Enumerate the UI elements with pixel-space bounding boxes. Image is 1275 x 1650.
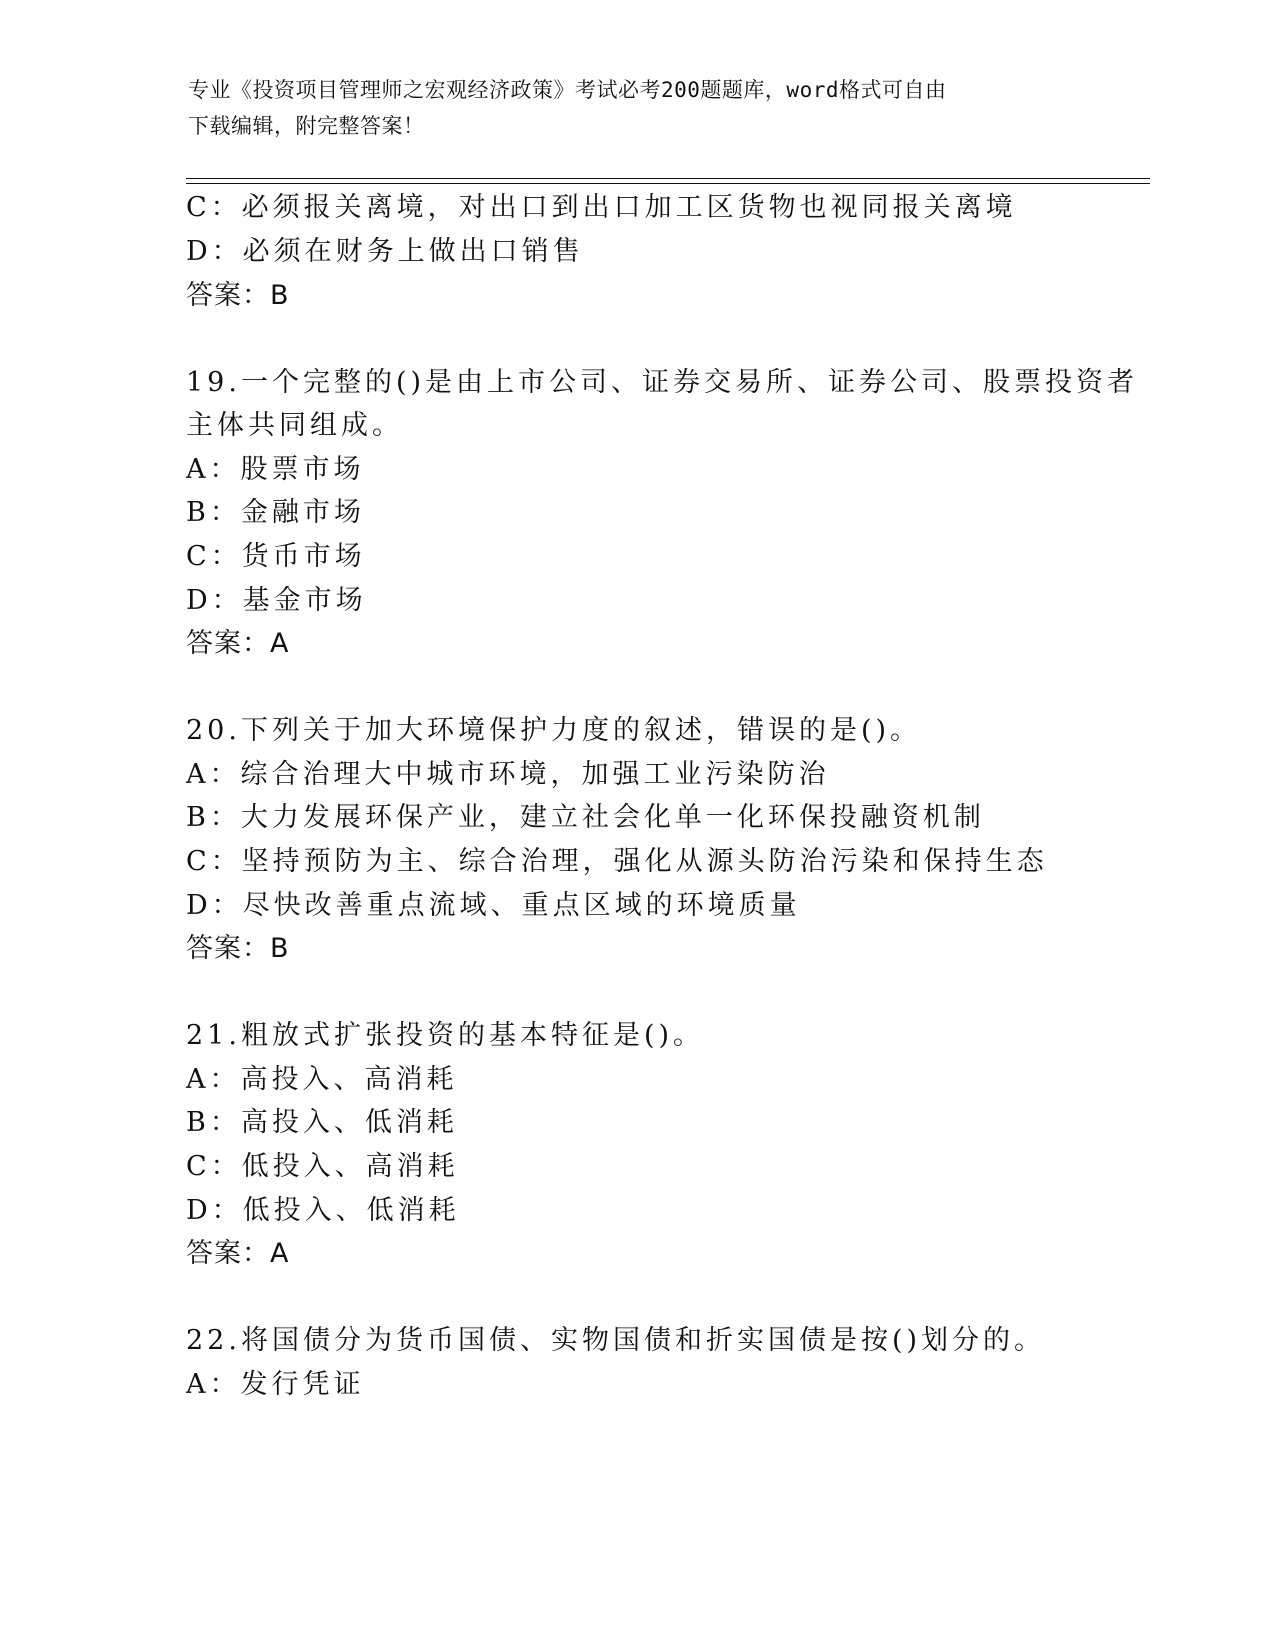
header-line-1: 专业《投资项目管理师之宏观经济政策》考试必考200题题库，word格式可自由 (188, 78, 947, 102)
question-20-answer: 答案：B (186, 933, 290, 964)
carryover-option-c: C：必须报关离境，对出口到出口加工区货物也视同报关离境 (186, 192, 1017, 223)
header-line-2: 下载编辑，附完整答案！ (188, 114, 425, 138)
question-21-option-c: C：低投入、高消耗 (186, 1151, 459, 1182)
header-divider-bottom (186, 183, 1150, 184)
question-20-stem: 20.下列关于加大环境保护力度的叙述，错误的是()。 (186, 715, 922, 746)
question-21-stem: 21.粗放式扩张投资的基本特征是()。 (186, 1020, 705, 1051)
question-22-option-a: A：发行凭证 (186, 1369, 365, 1400)
question-22-stem: 22.将国债分为货币国债、实物国债和折实国债是按()划分的。 (186, 1325, 1046, 1356)
question-19-answer: 答案：A (186, 628, 290, 659)
question-21-option-a: A：高投入、高消耗 (186, 1064, 458, 1095)
question-19-option-c: C：货币市场 (186, 541, 366, 572)
carryover-option-d: D：必须在财务上做出口销售 (186, 236, 584, 267)
question-20-option-a: A：综合治理大中城市环境，加强工业污染防治 (186, 759, 830, 790)
question-19-stem-line-1: 19.一个完整的()是由上市公司、证券交易所、证券公司、股票投资者 (186, 367, 1139, 398)
question-20-option-b: B：大力发展环保产业，建立社会化单一化环保投融资机制 (186, 802, 985, 833)
carryover-answer: 答案：B (186, 280, 290, 311)
question-19-option-a: A：股票市场 (186, 454, 365, 485)
question-20-option-c: C：坚持预防为主、综合治理，强化从源头防治污染和保持生态 (186, 846, 1048, 877)
question-19-option-b: B：金融市场 (186, 497, 365, 528)
question-20-option-d: D：尽快改善重点流域、重点区域的环境质量 (186, 890, 801, 921)
question-19-option-d: D：基金市场 (186, 585, 367, 616)
question-19-stem-line-2: 主体共同组成。 (186, 410, 403, 441)
header-divider-top (186, 178, 1150, 179)
document-header (188, 72, 1068, 144)
question-21-option-b: B：高投入、低消耗 (186, 1107, 458, 1138)
question-21-answer: 答案：A (186, 1238, 290, 1269)
question-21-option-d: D：低投入、低消耗 (186, 1195, 460, 1226)
